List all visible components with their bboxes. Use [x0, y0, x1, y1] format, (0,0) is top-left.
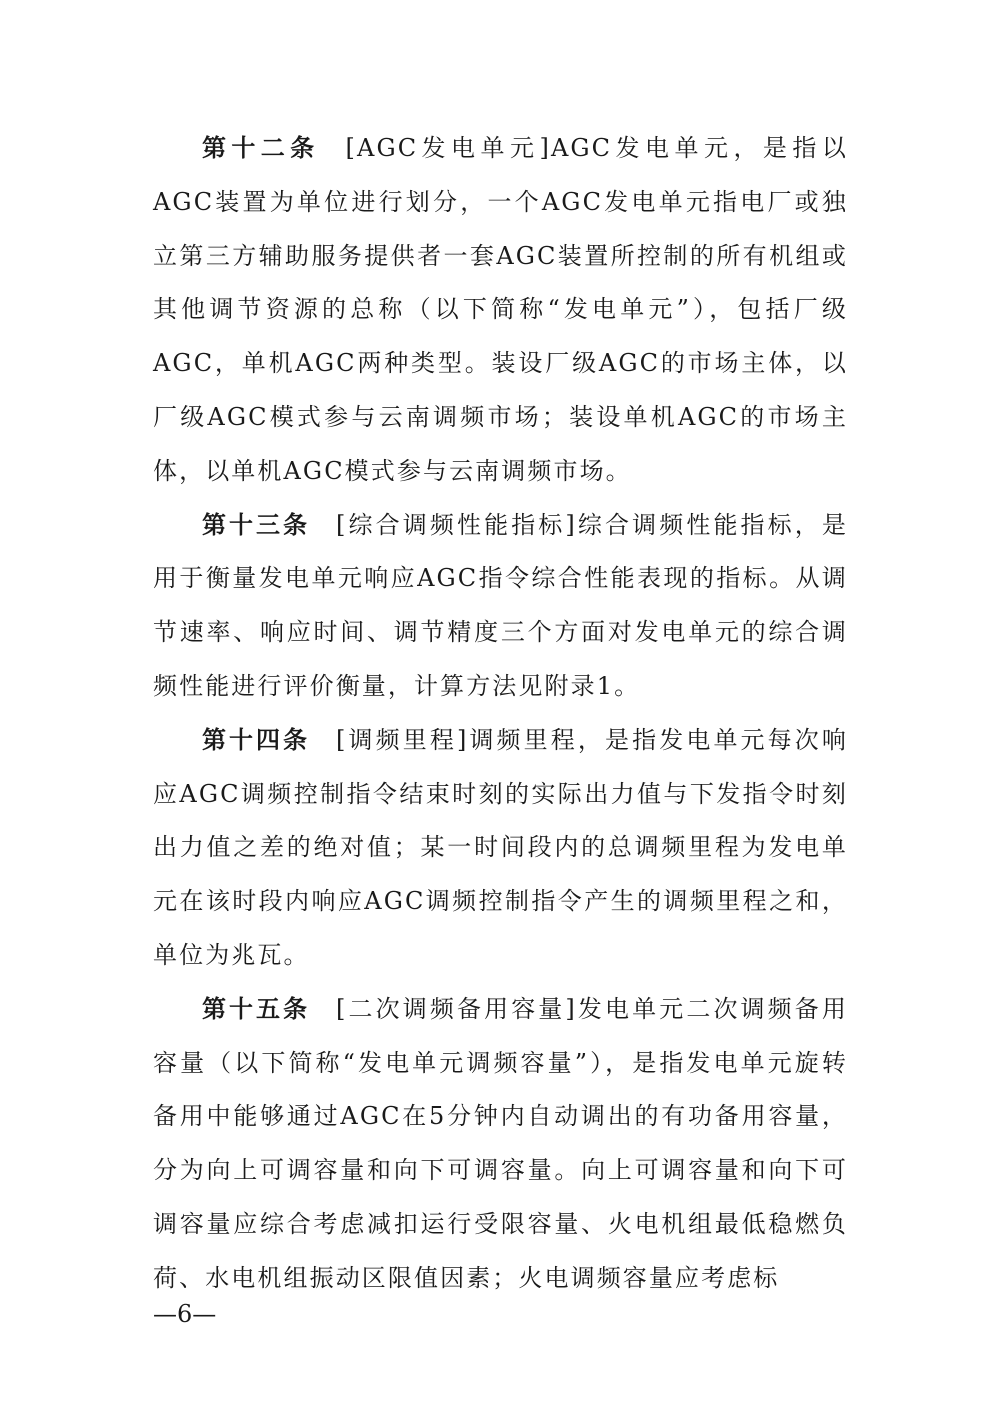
article-15	[153, 983, 848, 1306]
article-13	[153, 499, 848, 714]
document-body	[153, 122, 848, 1306]
article-text: [AGC发电单元]AGC发电单元，是指以AGC装置为单位进行划分，一个AGC发电单元指电厂或独立第三方辅助服务提供者一套AGC装置所控制的所有机组或其他调节资源的总称（以下简称“发电单元”），包括厂级AGC，单机AGC两种类型。装设厂级AGC的市场主体，以厂级AGC模式参与云南调频市场；装设单机AGC的市场主体，以单机AGC模式参与云南调频市场。	[153, 134, 849, 485]
article-14	[153, 714, 848, 983]
page-number: —6—	[153, 1300, 217, 1328]
article-text: [综合调频性能指标]综合调频性能指标，是用于衡量发电单元响应AGC指令综合性能表现的指标。从调节速率、响应时间、调节精度三个方面对发电单元的综合调频性能进行评价衡量，计算方法见附录1。	[153, 510, 848, 700]
article-number: 第十五条	[202, 994, 311, 1023]
article-text: [调频里程]调频里程，是指发电单元每次响应AGC调频控制指令结束时刻的实际出力值与下发指令时刻出力值之差的绝对值；某一时间段内的总调频里程为发电单元在该时段内响应AGC调频控制指令产生的调频里程之和，单位为兆瓦。	[153, 725, 848, 969]
article-number: 第十二条	[202, 134, 320, 162]
article-number: 第十四条	[202, 725, 311, 754]
article-text: [二次调频备用容量]发电单元二次调频备用容量（以下简称“发电单元调频容量”），是指发电单元旋转备用中能够通过AGC在5分钟内自动调出的有功备用容量，分为向上可调容量和向下可调容量。向上可调容量和向下可调容量应综合考虑减扣运行受限容量、火电机组最低稳燃负荷、水电机组振动区限值因素；火电调频容量应考虑标	[153, 994, 848, 1292]
article-12	[153, 122, 848, 499]
article-number: 第十三条	[202, 510, 311, 539]
